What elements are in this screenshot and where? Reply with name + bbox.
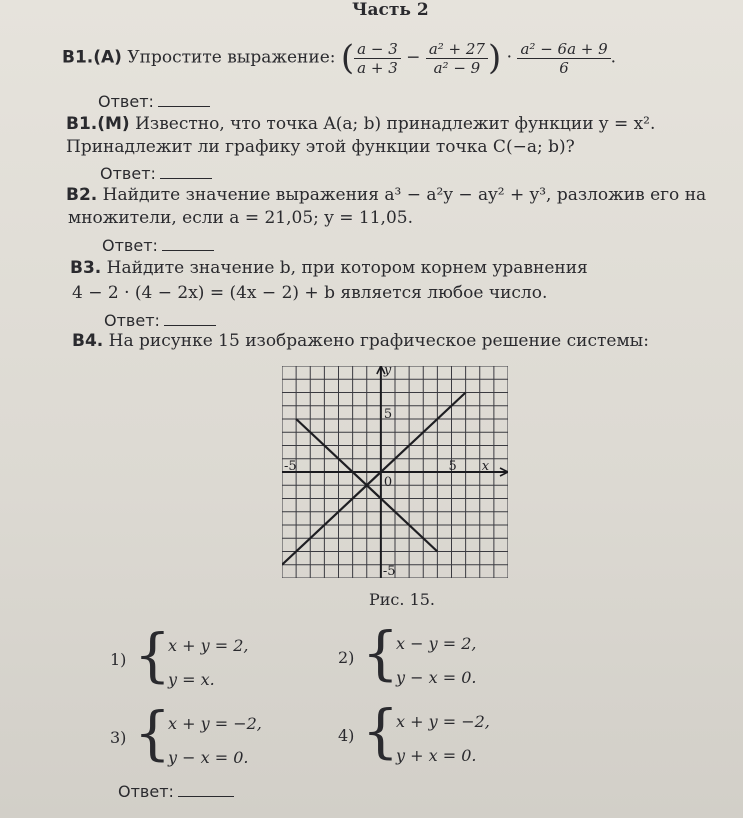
figure-15-graph — [282, 366, 508, 578]
system-brace: { — [362, 619, 399, 687]
option-equation-1: x − y = 2, — [396, 634, 477, 653]
task-b1m-line1 — [66, 114, 655, 134]
answer-b1m — [100, 164, 212, 183]
x-axis-label: x — [481, 459, 490, 474]
option-1[interactable] — [110, 621, 310, 700]
system-brace: { — [362, 697, 399, 765]
fraction-2-numerator: a² + 27 — [426, 40, 488, 59]
series-lines — [282, 393, 466, 565]
figure-caption: Рис. 15. — [369, 590, 436, 609]
task-b3-text: Найдите значение b, при котором корнем уравнения — [106, 258, 588, 278]
y-tick-5: 5 — [383, 406, 393, 422]
answer-label: Ответ: — [98, 92, 154, 111]
minus-sign: − — [406, 47, 421, 68]
left-paren: ( — [340, 38, 355, 78]
option-equation-1: x + y = −2, — [396, 712, 490, 731]
answer-label: Ответ: — [102, 236, 158, 255]
option-equation-2: y − x = 0. — [396, 668, 477, 687]
fraction-3 — [517, 40, 610, 77]
option-number: 3) — [110, 728, 127, 747]
task-b2-label: В2. — [66, 185, 98, 205]
task-b4-text: На рисунке 15 изображено графическое решение системы: — [108, 331, 649, 351]
answer-b1a — [98, 92, 210, 111]
task-b2-text: Найдите значение выражения a³ − a²y − ay² + y³, разложив его на — [102, 185, 707, 205]
multiply-dot: · — [506, 47, 513, 68]
x-tick-minus-5: -5 — [284, 459, 297, 474]
task-b2-line2: множители, если a = 21,05; y = 11,05. — [68, 208, 413, 228]
option-equation-1: x + y = 2, — [168, 636, 249, 655]
origin-label: 0 — [383, 475, 393, 490]
task-b1a-label: В1.(А) — [62, 47, 122, 68]
x-tick-5: 5 — [448, 459, 457, 474]
answer-blank[interactable] — [178, 782, 234, 797]
right-paren: ) — [487, 38, 502, 78]
option-number: 4) — [338, 726, 355, 745]
answer-blank[interactable] — [162, 236, 214, 251]
option-equation-2: y + x = 0. — [396, 746, 477, 765]
task-b3-line1 — [70, 258, 588, 278]
task-b2-line1 — [66, 185, 706, 205]
task-b1m-text: Известно, что точка A(a; b) принадлежит функции y = x². — [135, 114, 656, 134]
fraction-3-numerator: a² − 6a + 9 — [517, 40, 610, 59]
task-b3-label: В3. — [70, 258, 102, 278]
option-4[interactable] — [338, 697, 538, 776]
option-2[interactable] — [338, 619, 538, 698]
option-equation-1: x + y = −2, — [168, 714, 262, 733]
answer-label: Ответ: — [100, 164, 156, 183]
task-b1a — [62, 38, 616, 78]
option-equation-2: y = x. — [168, 670, 215, 689]
option-number: 1) — [110, 650, 127, 669]
option-3[interactable] — [110, 699, 310, 778]
fraction-1 — [354, 40, 401, 77]
fraction-2-denominator: a² − 9 — [433, 58, 481, 77]
answer-label: Ответ: — [104, 311, 160, 330]
answer-blank[interactable] — [160, 164, 212, 179]
y-tick-minus-5: -5 — [382, 563, 396, 578]
task-b1a-text: Упростите выражение: — [127, 47, 336, 68]
fraction-1-numerator: a − 3 — [354, 40, 401, 59]
answer-b4 — [118, 782, 234, 801]
system-brace: { — [134, 699, 171, 767]
answer-blank[interactable] — [158, 92, 210, 107]
fraction-2 — [426, 40, 488, 77]
fraction-3-denominator: 6 — [559, 58, 569, 77]
y-axis-label: y — [383, 366, 392, 378]
page-title: Часть 2 — [352, 0, 429, 20]
series-line-1 — [282, 393, 466, 565]
option-equation-2: y − x = 0. — [168, 748, 249, 767]
task-b4-label: В4. — [72, 331, 104, 351]
task-b4 — [72, 331, 649, 351]
answer-label: Ответ: — [118, 782, 174, 801]
fraction-1-denominator: a + 3 — [357, 58, 398, 77]
task-b1m-line2: Принадлежит ли графику этой функции точка C(−a; b)? — [66, 137, 575, 157]
task-b1m-label: В1.(М) — [66, 114, 130, 134]
system-brace: { — [134, 621, 171, 689]
answer-b2 — [102, 236, 214, 255]
answer-b3 — [104, 311, 216, 330]
answer-blank[interactable] — [164, 311, 216, 326]
task-b3-line2: 4 − 2 · (4 − 2x) = (4x − 2) + b является любое число. — [72, 283, 548, 303]
period: . — [610, 47, 617, 68]
option-number: 2) — [338, 648, 355, 667]
